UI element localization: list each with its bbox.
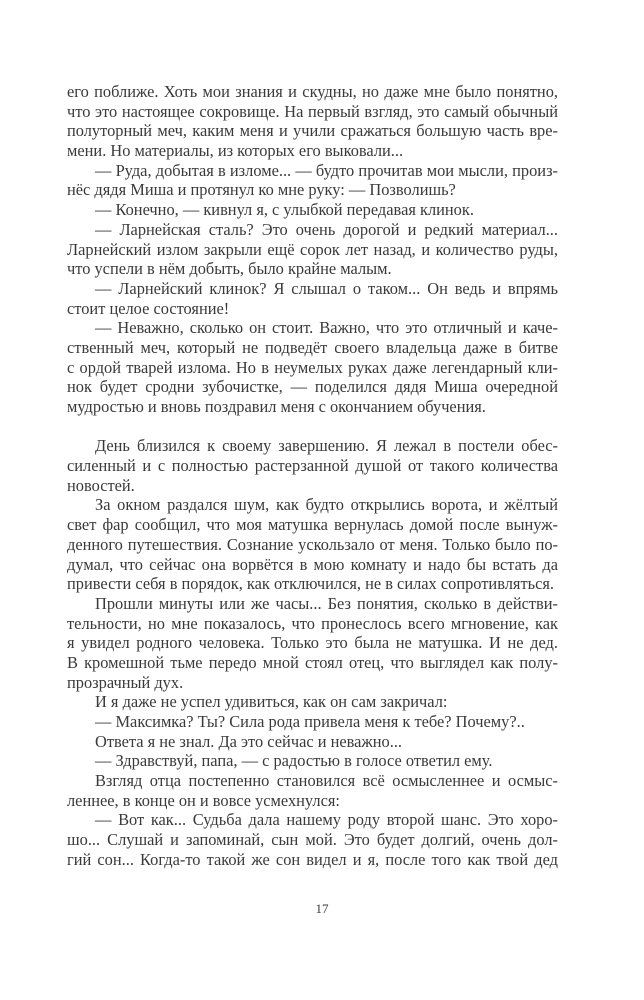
- paragraph: [67, 436, 558, 495]
- text-line: нёс дядя Миша и протянул ко мне руку: — Позволишь?: [67, 180, 456, 200]
- text-line: В кромешной тьме передо мной стоял отец, что выглядел как полу-: [67, 652, 558, 672]
- text-line: За окном раздался шум, как будто открылись ворота, и жёлтый: [95, 495, 558, 515]
- text-line: силенный и с полностью растерзанной душой от такого количества: [67, 456, 558, 476]
- paragraph: [67, 220, 558, 279]
- text-line: нок будет сродни зубочистке, — поделился дядя Миша очередной: [67, 377, 558, 397]
- text-line: его поближе. Хоть мои знания и скудны, но даже мне было понятно,: [67, 82, 558, 101]
- text-line: что это настоящее сокровище. На первый взгляд, это самый обычный: [67, 101, 558, 121]
- text-line: гий сон... Когда-то такой же сон видел и я, после того как твой дед: [67, 849, 558, 869]
- text-line: что успели в нём добыть, было крайне малым.: [67, 259, 392, 279]
- text-line: мени. Но материалы, из которых его выковали...: [67, 141, 404, 161]
- paragraph: [67, 594, 558, 692]
- text-line: полуторный меч, каким меня и учили сражаться большую часть вре-: [67, 121, 558, 141]
- text-line: с ордой тварей излома. Но в неумелых руках даже легендарный кли-: [67, 357, 558, 377]
- paragraph: [67, 692, 558, 712]
- paragraph: [67, 751, 558, 771]
- text-line: я увидел родного человека. Только это была не матушка. И не дед.: [67, 633, 558, 653]
- text-line: мудростью и вновь поздравил меня с окончанием обучения.: [67, 397, 486, 416]
- paragraph: [67, 279, 558, 318]
- page-number: 17: [315, 901, 329, 916]
- paragraph: [67, 712, 558, 732]
- text-line: тельности, но мне показалось, что пронеслось всего мгновение, как: [67, 613, 558, 633]
- section-break: [67, 417, 558, 437]
- text-line: — Конечно, — кивнул я, с улыбкой передавая клинок.: [95, 200, 474, 220]
- text-line: И я даже не успел удивиться, как он сам закричал:: [95, 692, 448, 712]
- text-line: — Здравствуй, папа, — с радостью в голосе ответил ему.: [95, 751, 493, 771]
- text-line: — Ларнейская сталь? Это очень дорогой и редкий материал...: [95, 219, 558, 239]
- book-page-text: [67, 82, 558, 870]
- paragraph: [67, 810, 558, 869]
- paragraph: [67, 318, 558, 416]
- text-line: думал, что сейчас она ворвётся в мою комнату и надо бы встать да: [67, 554, 558, 574]
- text-line: День близился к своему завершению. Я лежал в постели обес-: [95, 436, 558, 456]
- paragraph: [67, 161, 558, 200]
- text-line: — Ларнейский клинок? Я слышал о таком... Он ведь и впрямь: [95, 278, 558, 298]
- text-line: леннее, в конце он и вовсе усмехнулся:: [67, 790, 340, 810]
- text-line: — Руда, добытая в изломе... — будто прочитав мои мысли, произ-: [95, 160, 558, 180]
- paragraph: [67, 771, 558, 810]
- text-line: — Максимка? Ты? Сила рода привела меня к тебе? Почему?..: [95, 712, 525, 731]
- text-line: денного путешествия. Сознание ускользало от меня. Только было по-: [67, 534, 558, 554]
- text-line: Ларнейский излом закрыли ещё сорок лет назад, и количество руды,: [67, 239, 558, 259]
- paragraph: [67, 82, 558, 161]
- text-line: Прошли минуты или же часы... Без понятия, сколько в действи-: [95, 593, 558, 613]
- text-line: — Вот как... Судьба дала нашему роду второй шанс. Это хоро-: [95, 810, 558, 830]
- text-line: новостей.: [67, 475, 135, 495]
- text-line: Ответа я не знал. Да это сейчас и неважно...: [95, 731, 403, 751]
- text-line: привести себя в порядок, как отключился, не в силах сопротивляться.: [67, 574, 554, 594]
- paragraph: [67, 200, 558, 220]
- text-line: Взгляд отца постепенно становился всё осмысленнее и осмыс-: [95, 771, 558, 791]
- paragraph: [67, 732, 558, 752]
- text-line: стоит целое состояние!: [67, 298, 230, 318]
- paragraph: [67, 495, 558, 593]
- text-line: — Неважно, сколько он стоит. Важно, что это отличный и каче-: [95, 318, 558, 338]
- text-line: шо... Слушай и запоминай, сын мой. Это будет долгий, очень дол-: [67, 830, 558, 850]
- text-line: свет фар сообщил, что моя матушка вернулась домой после вынуж-: [67, 515, 558, 535]
- text-line: прозрачный дух.: [67, 672, 184, 692]
- text-line: ственный меч, который не подведёт своего владельца даже в битве: [67, 337, 558, 357]
